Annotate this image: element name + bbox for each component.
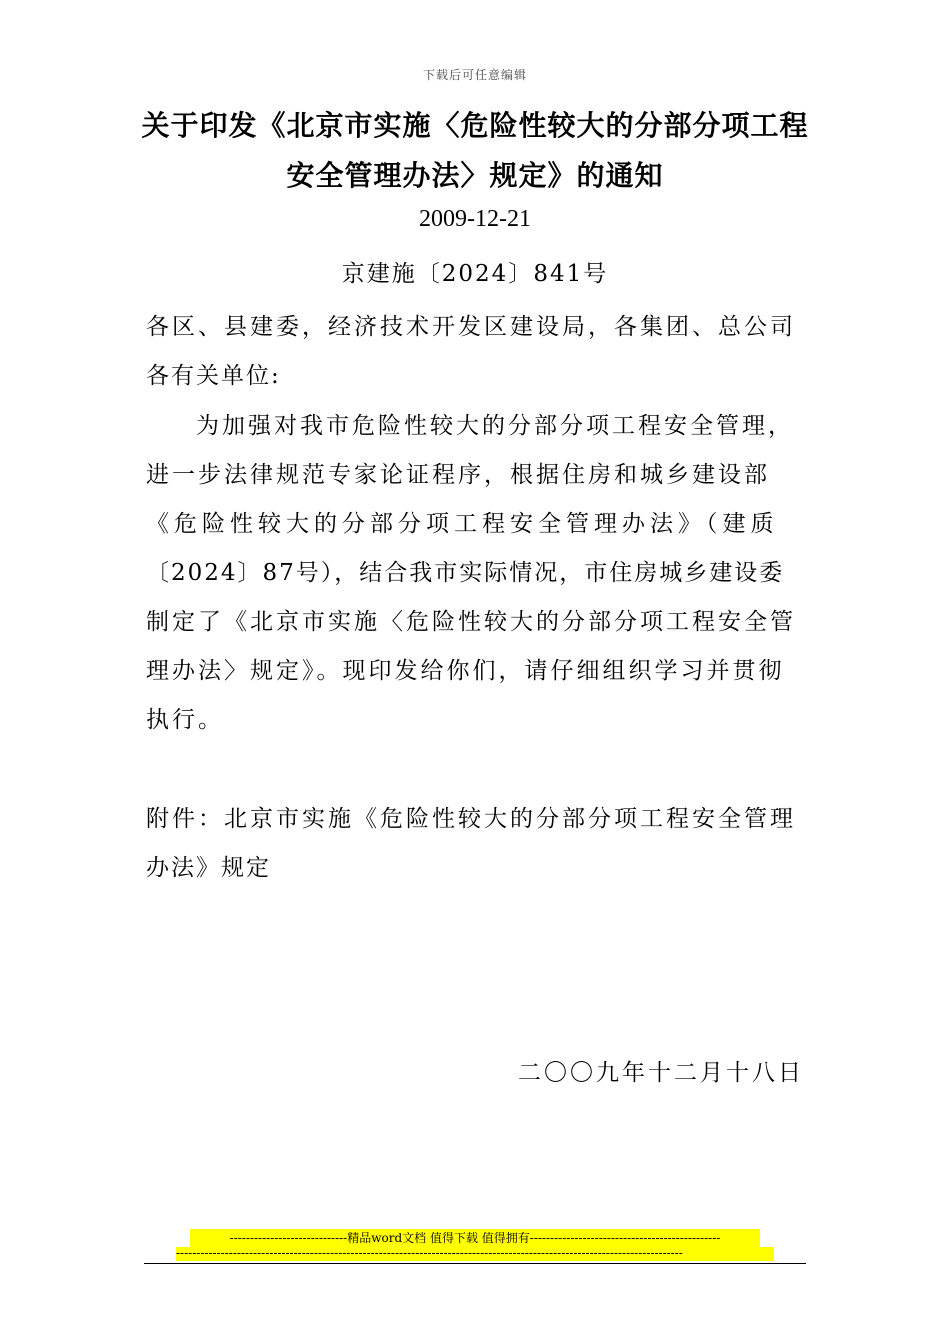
header-note: 下载后可任意编辑 xyxy=(422,68,527,82)
body-line: 制定了《北京市实施〈危险性较大的分部分项工程安全管 xyxy=(146,609,796,635)
document-title-line-1: 关于印发《北京市实施〈危险性较大的分部分项工程 xyxy=(141,109,809,142)
signature-date: 二〇〇九年十二月十八日 xyxy=(518,1060,804,1086)
footer-rule xyxy=(144,1263,806,1264)
footer-banner: -----------------------------精品word文档 值得下载 值得拥有----------------------------------------------- xyxy=(190,1229,760,1247)
document-title-line-2: 安全管理办法〉规定》的通知 xyxy=(286,159,664,192)
attachment-line-2: 办法》规定 xyxy=(146,855,271,881)
body-line: 〔2024〕87号），结合我市实际情况，市住房城乡建设委 xyxy=(146,560,785,586)
body-line: 《危险性较大的分部分项工程安全管理办法》（建质 xyxy=(146,511,779,537)
publish-date: 2009-12-21 xyxy=(419,206,531,232)
body-line: 进一步法律规范专家论证程序，根据住房和城乡建设部 xyxy=(146,462,770,488)
body-line: 执行。 xyxy=(146,707,224,733)
body-line: 理办法〉规定》。现印发给你们，请仔细组织学习并贯彻 xyxy=(146,658,785,684)
body-line: 为加强对我市危险性较大的分部分项工程安全管理， xyxy=(196,413,794,439)
attachment-line-1: 附件：北京市实施《危险性较大的分部分项工程安全管理 xyxy=(146,806,796,832)
addressee-line-2: 各有关单位: xyxy=(146,363,281,389)
footer-dash-line: ----------------------------------------------------------------------------------------------------------------------------- xyxy=(176,1247,774,1261)
addressee-line-1: 各区、县建委，经济技术开发区建设局，各集团、总公司 xyxy=(146,314,796,340)
document-number: 京建施〔2024〕841号 xyxy=(341,261,609,287)
